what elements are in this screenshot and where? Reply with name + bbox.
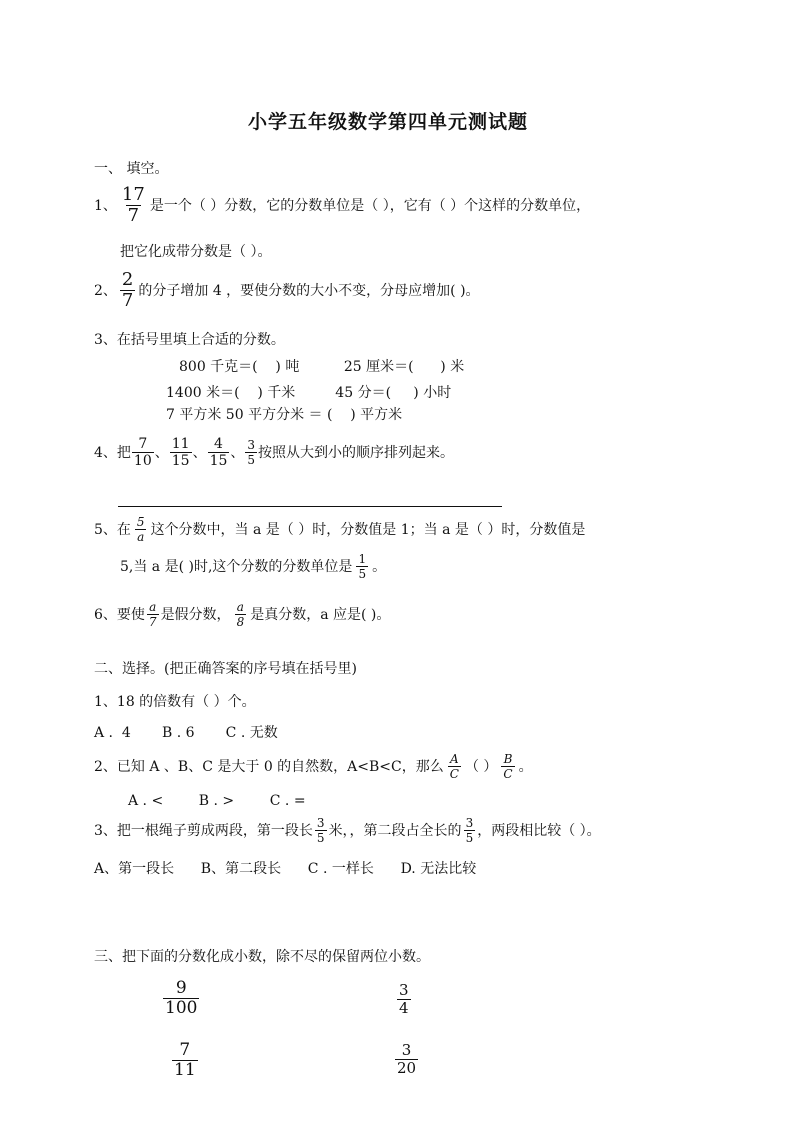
fraction-denominator: 10 bbox=[133, 453, 152, 469]
separator: 、 bbox=[154, 444, 169, 461]
fraction-numerator: 1 bbox=[358, 552, 367, 566]
s1-q3-line-3: 7 平方米 50 平方分米 ＝ ( ) 平方米 bbox=[166, 407, 403, 423]
fraction-denominator: 5 bbox=[465, 831, 474, 845]
s3-fraction-2 bbox=[396, 983, 412, 1016]
s1-q6-text: 是真分数，a 应是( )。 bbox=[250, 606, 391, 623]
s1-q6-fraction-1 bbox=[147, 601, 159, 628]
s2-q3-text-c: ，两段相比较（ ）。 bbox=[477, 822, 601, 839]
s1-q3-text: 3、在括号里填上合适的分数。 bbox=[94, 332, 285, 348]
s1-q1-text-b: 把它化成带分数是（ ）。 bbox=[120, 244, 272, 260]
s1-q4-text: 按照从大到小的顺序排列起来。 bbox=[258, 444, 455, 461]
fraction-numerator: 3 bbox=[399, 981, 409, 999]
separator: 、 bbox=[192, 444, 207, 461]
s1-q1-line1 bbox=[94, 186, 590, 225]
fraction-numerator: 7 bbox=[138, 436, 148, 452]
section2-heading: 二、选择。(把正确答案的序号填在括号里) bbox=[94, 661, 357, 677]
s2-q2-fraction-2 bbox=[501, 753, 514, 780]
fraction-denominator: 20 bbox=[397, 1059, 417, 1077]
s2-q2-end: 。 bbox=[518, 758, 533, 775]
s1-q1-fraction bbox=[120, 186, 147, 225]
s1-q6-mid: 是假分数， bbox=[160, 606, 231, 623]
fraction-numerator: 3 bbox=[401, 1041, 412, 1059]
fraction-numerator: 2 bbox=[121, 269, 134, 290]
separator: 、 bbox=[230, 444, 245, 461]
section3-heading: 三、把下面的分数化成小数，除不尽的保留两位小数。 bbox=[94, 949, 430, 965]
fraction-numerator: 5 bbox=[136, 515, 145, 529]
fraction-denominator: 15 bbox=[209, 453, 228, 469]
fraction-numerator: a bbox=[149, 600, 157, 614]
s2-q2-line bbox=[94, 753, 533, 780]
s3-fraction-4 bbox=[394, 1043, 419, 1076]
s1-q5-line1 bbox=[94, 516, 585, 543]
fraction-numerator: 3 bbox=[247, 438, 256, 452]
fraction-denominator: 5 bbox=[316, 831, 325, 845]
fraction-numerator: 4 bbox=[214, 436, 223, 452]
s1-q2-fraction bbox=[120, 271, 135, 310]
fraction-denominator: 100 bbox=[165, 998, 198, 1018]
s2-q3-text-b: 米，，第二段占全长的 bbox=[328, 822, 462, 839]
fraction-denominator: C bbox=[449, 767, 459, 781]
fraction-denominator: 4 bbox=[399, 999, 409, 1017]
s1-q6-prefix: 6、要使 bbox=[94, 606, 145, 623]
s3-fraction-1 bbox=[162, 980, 200, 1017]
s1-q4-fraction-2 bbox=[170, 437, 192, 468]
fraction-denominator: 8 bbox=[236, 615, 245, 629]
s2-q2-fraction-1 bbox=[448, 753, 461, 780]
s2-q3-options: A、第一段长 B、第二段长 C . 一样长 D. 无法比较 bbox=[94, 861, 477, 877]
fraction-numerator: a bbox=[236, 600, 244, 614]
fraction-numerator: A bbox=[450, 752, 459, 766]
s2-q2-text: 2、已知 A 、B、C 是大于 0 的自然数，A<B<C，那么 bbox=[94, 758, 444, 775]
s1-q3-line-2: 1400 米＝( ) 千米 45 分＝( ) 小时 bbox=[166, 385, 452, 401]
s1-q5-text-b: 5,当 a 是( )时,这个分数的分数单位是 bbox=[120, 558, 353, 575]
s1-q1-text-a: 是一个（ ）分数，它的分数单位是（ ），它有（ ）个这样的分数单位， bbox=[149, 197, 591, 214]
s2-q3-text-a: 3、把一根绳子剪成两段，第一段长 bbox=[94, 822, 313, 839]
s1-q1-number: 1、 bbox=[94, 197, 117, 214]
s1-q4-line bbox=[94, 437, 454, 468]
s2-q2-mid: （ ） bbox=[464, 758, 498, 775]
s1-q6-line bbox=[94, 601, 390, 628]
fraction-denominator: 7 bbox=[148, 615, 157, 629]
fraction-denominator: 7 bbox=[127, 205, 140, 226]
fraction-numerator: 17 bbox=[121, 184, 145, 205]
section1-heading: 一、 填空。 bbox=[94, 161, 169, 177]
fraction-denominator: 11 bbox=[174, 1060, 196, 1080]
fraction-numerator: 3 bbox=[465, 816, 474, 830]
s2-q1-options: A . 4 B . 6 C . 无数 bbox=[94, 725, 278, 741]
s1-q5-fraction bbox=[135, 516, 147, 543]
fraction-numerator: 9 bbox=[175, 978, 187, 998]
fraction-denominator: 7 bbox=[121, 290, 134, 311]
s2-q3-fraction-1 bbox=[315, 817, 327, 844]
s1-q5-fraction-2 bbox=[356, 553, 368, 580]
s1-q4-prefix: 4、把 bbox=[94, 444, 131, 461]
s2-q3-line bbox=[94, 817, 601, 844]
s1-q4-fraction-1 bbox=[132, 437, 154, 468]
fraction-denominator: 5 bbox=[247, 453, 256, 467]
s1-q5-text-a: 这个分数中，当 a 是（ ）时，分数值是 1；当 a 是（ ）时，分数值是 bbox=[150, 521, 586, 538]
s2-q2-options: A . < B . > C . = bbox=[128, 793, 306, 809]
s1-q3-line-1: 800 千克＝( ) 吨 25 厘米＝( ) 米 bbox=[179, 359, 465, 375]
s1-q4-fraction-3 bbox=[208, 437, 230, 468]
fraction-denominator: a bbox=[137, 530, 145, 544]
s1-q5-prefix: 5、在 bbox=[94, 521, 131, 538]
s1-q5-line2 bbox=[120, 553, 386, 580]
s2-q3-fraction-2 bbox=[464, 817, 476, 844]
fraction-denominator: 15 bbox=[171, 453, 190, 469]
s2-q1-text: 1、18 的倍数有（ ）个。 bbox=[94, 694, 256, 710]
s1-q6-fraction-2 bbox=[235, 601, 247, 628]
s1-q2-number: 2、 bbox=[94, 282, 117, 299]
page-title: 小学五年级数学第四单元测试题 bbox=[248, 111, 529, 133]
fraction-numerator: B bbox=[503, 752, 513, 766]
s1-q4-answer-line bbox=[118, 506, 502, 507]
fraction-numerator: 7 bbox=[179, 1040, 191, 1060]
s1-q4-fraction-4 bbox=[245, 439, 257, 466]
s1-q2-line bbox=[94, 271, 480, 310]
fraction-numerator: 3 bbox=[316, 816, 325, 830]
fraction-denominator: C bbox=[503, 767, 513, 781]
s3-fraction-3 bbox=[171, 1042, 199, 1079]
s1-q5-end: 。 bbox=[372, 558, 387, 575]
fraction-numerator: 11 bbox=[171, 436, 190, 452]
fraction-denominator: 5 bbox=[358, 567, 367, 581]
s1-q2-text: 的分子增加 4 ，要使分数的大小不变，分母应增加( )。 bbox=[138, 282, 480, 299]
